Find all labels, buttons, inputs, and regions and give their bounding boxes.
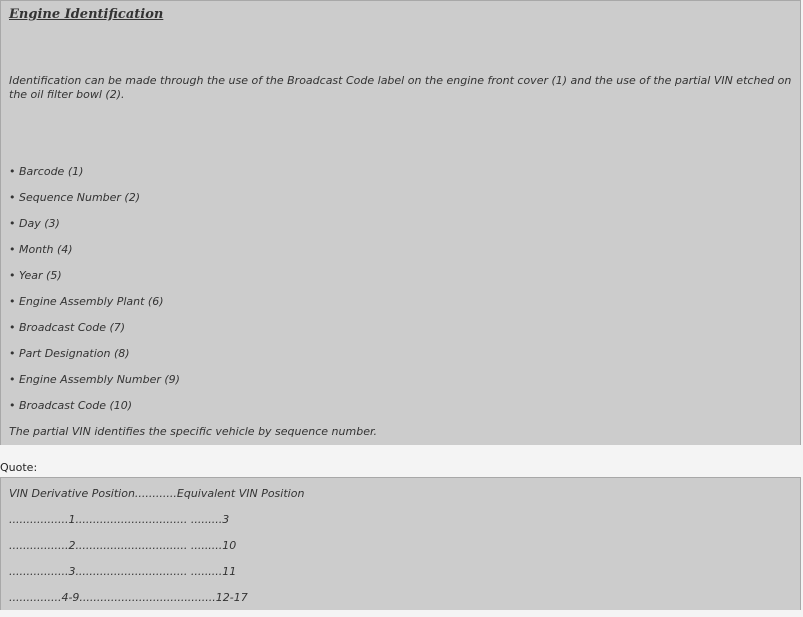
list-item: • Day (3) [9,217,60,230]
list-item: • Sequence Number (2) [9,191,141,204]
quote-block-vin-table [0,477,801,610]
page-title: Engine Identification [9,7,164,22]
vin-table-row: .................1................................ .........3 [9,513,230,526]
quote-label: Quote: [0,461,38,474]
intro-paragraph: Identification can be made through the use of the Broadcast Code label on the engine front cover (1) and the use of the partial VIN etched on the oil filter bowl (2). [9,74,792,101]
list-item: • Broadcast Code (10) [9,399,133,412]
list-item: • Engine Assembly Number (9) [9,373,180,386]
closing-sentence: The partial VIN identifies the specific vehicle by sequence number. [9,425,377,438]
vin-table-row: .................2................................ .........10 [9,539,237,552]
list-item: • Month (4) [9,243,73,256]
list-item: • Barcode (1) [9,165,84,178]
list-item: • Engine Assembly Plant (6) [9,295,164,308]
vin-table-row: .................3................................ .........11 [9,565,237,578]
list-item: • Year (5) [9,269,62,282]
list-item: • Broadcast Code (7) [9,321,126,334]
vin-table-header: VIN Derivative Position............Equivalent VIN Position [9,487,305,500]
vin-table-row: ...............4-9.......................................12-17 [9,591,248,604]
list-item: • Part Designation (8) [9,347,130,360]
